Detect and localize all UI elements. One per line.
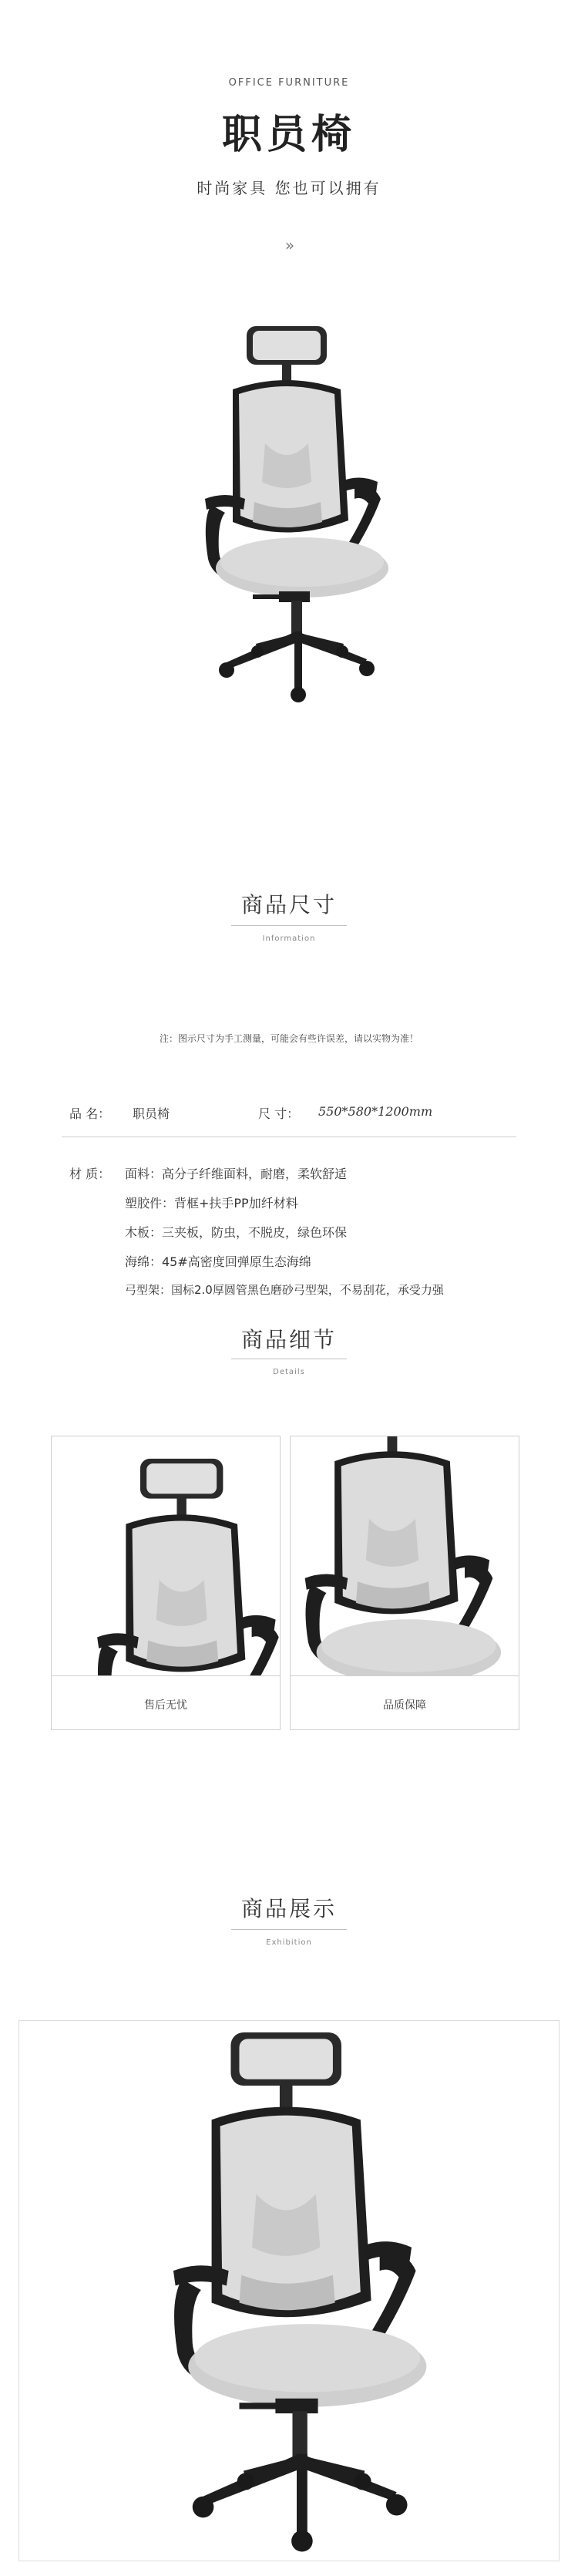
measurement-note: 注：图示尺寸为手工测量，可能会有些许误差，请以实物为准！ <box>159 1033 418 1044</box>
spec-name-label: 品 名： <box>69 1106 111 1121</box>
chevron-double-right-icon: » <box>284 236 294 254</box>
page-title: 职员椅 <box>221 112 356 158</box>
spec-divider <box>62 1136 516 1137</box>
details-section-title: 商品细节 <box>240 1327 337 1352</box>
material-item: 木板：三夹板，防虫，不脱皮，绿色环保 <box>125 1225 348 1240</box>
info-section-title: 商品尺寸 <box>240 892 337 918</box>
exhibition-section-divider <box>231 1929 347 1930</box>
material-item: 海绵：45#高密度回弹原生态海绵 <box>125 1254 311 1269</box>
exhibition-section-title-en: Exhibition <box>266 1938 312 1947</box>
header-subtitle-en: OFFICE FURNITURE <box>228 77 350 89</box>
hero-chair-image <box>179 312 402 713</box>
spec-name-value: 职员椅 <box>133 1106 170 1121</box>
exhibition-section-title: 商品展示 <box>240 1896 337 1921</box>
material-item: 弓型架：国标2.0厚圆管黑色磨砂弓型架，不易刮花，承受力强 <box>125 1283 444 1297</box>
details-section-title-en: Details <box>273 1368 305 1376</box>
material-item: 塑胶件：背框+扶手PP加纤材料 <box>125 1196 298 1211</box>
info-section-title-en: Information <box>262 934 316 943</box>
material-item: 面料：高分子纤维面料，耐磨，柔软舒适 <box>125 1167 348 1181</box>
detail-card-caption: 品质保障 <box>383 1699 426 1712</box>
info-section-divider <box>231 925 347 926</box>
detail-card <box>290 1436 519 1730</box>
spec-material-label: 材 质： <box>69 1167 111 1181</box>
header-slogan: 时尚家具 您也可以拥有 <box>197 179 381 197</box>
detail-card-caption: 售后无忧 <box>144 1699 187 1712</box>
spec-size-label: 尺 寸： <box>258 1106 300 1121</box>
exhibition-image-frame <box>18 2020 560 2561</box>
spec-size-value: 550*580*1200mm <box>318 1104 433 1119</box>
card-divider <box>291 1675 519 1676</box>
card-divider <box>52 1675 280 1676</box>
detail-card <box>51 1436 281 1730</box>
